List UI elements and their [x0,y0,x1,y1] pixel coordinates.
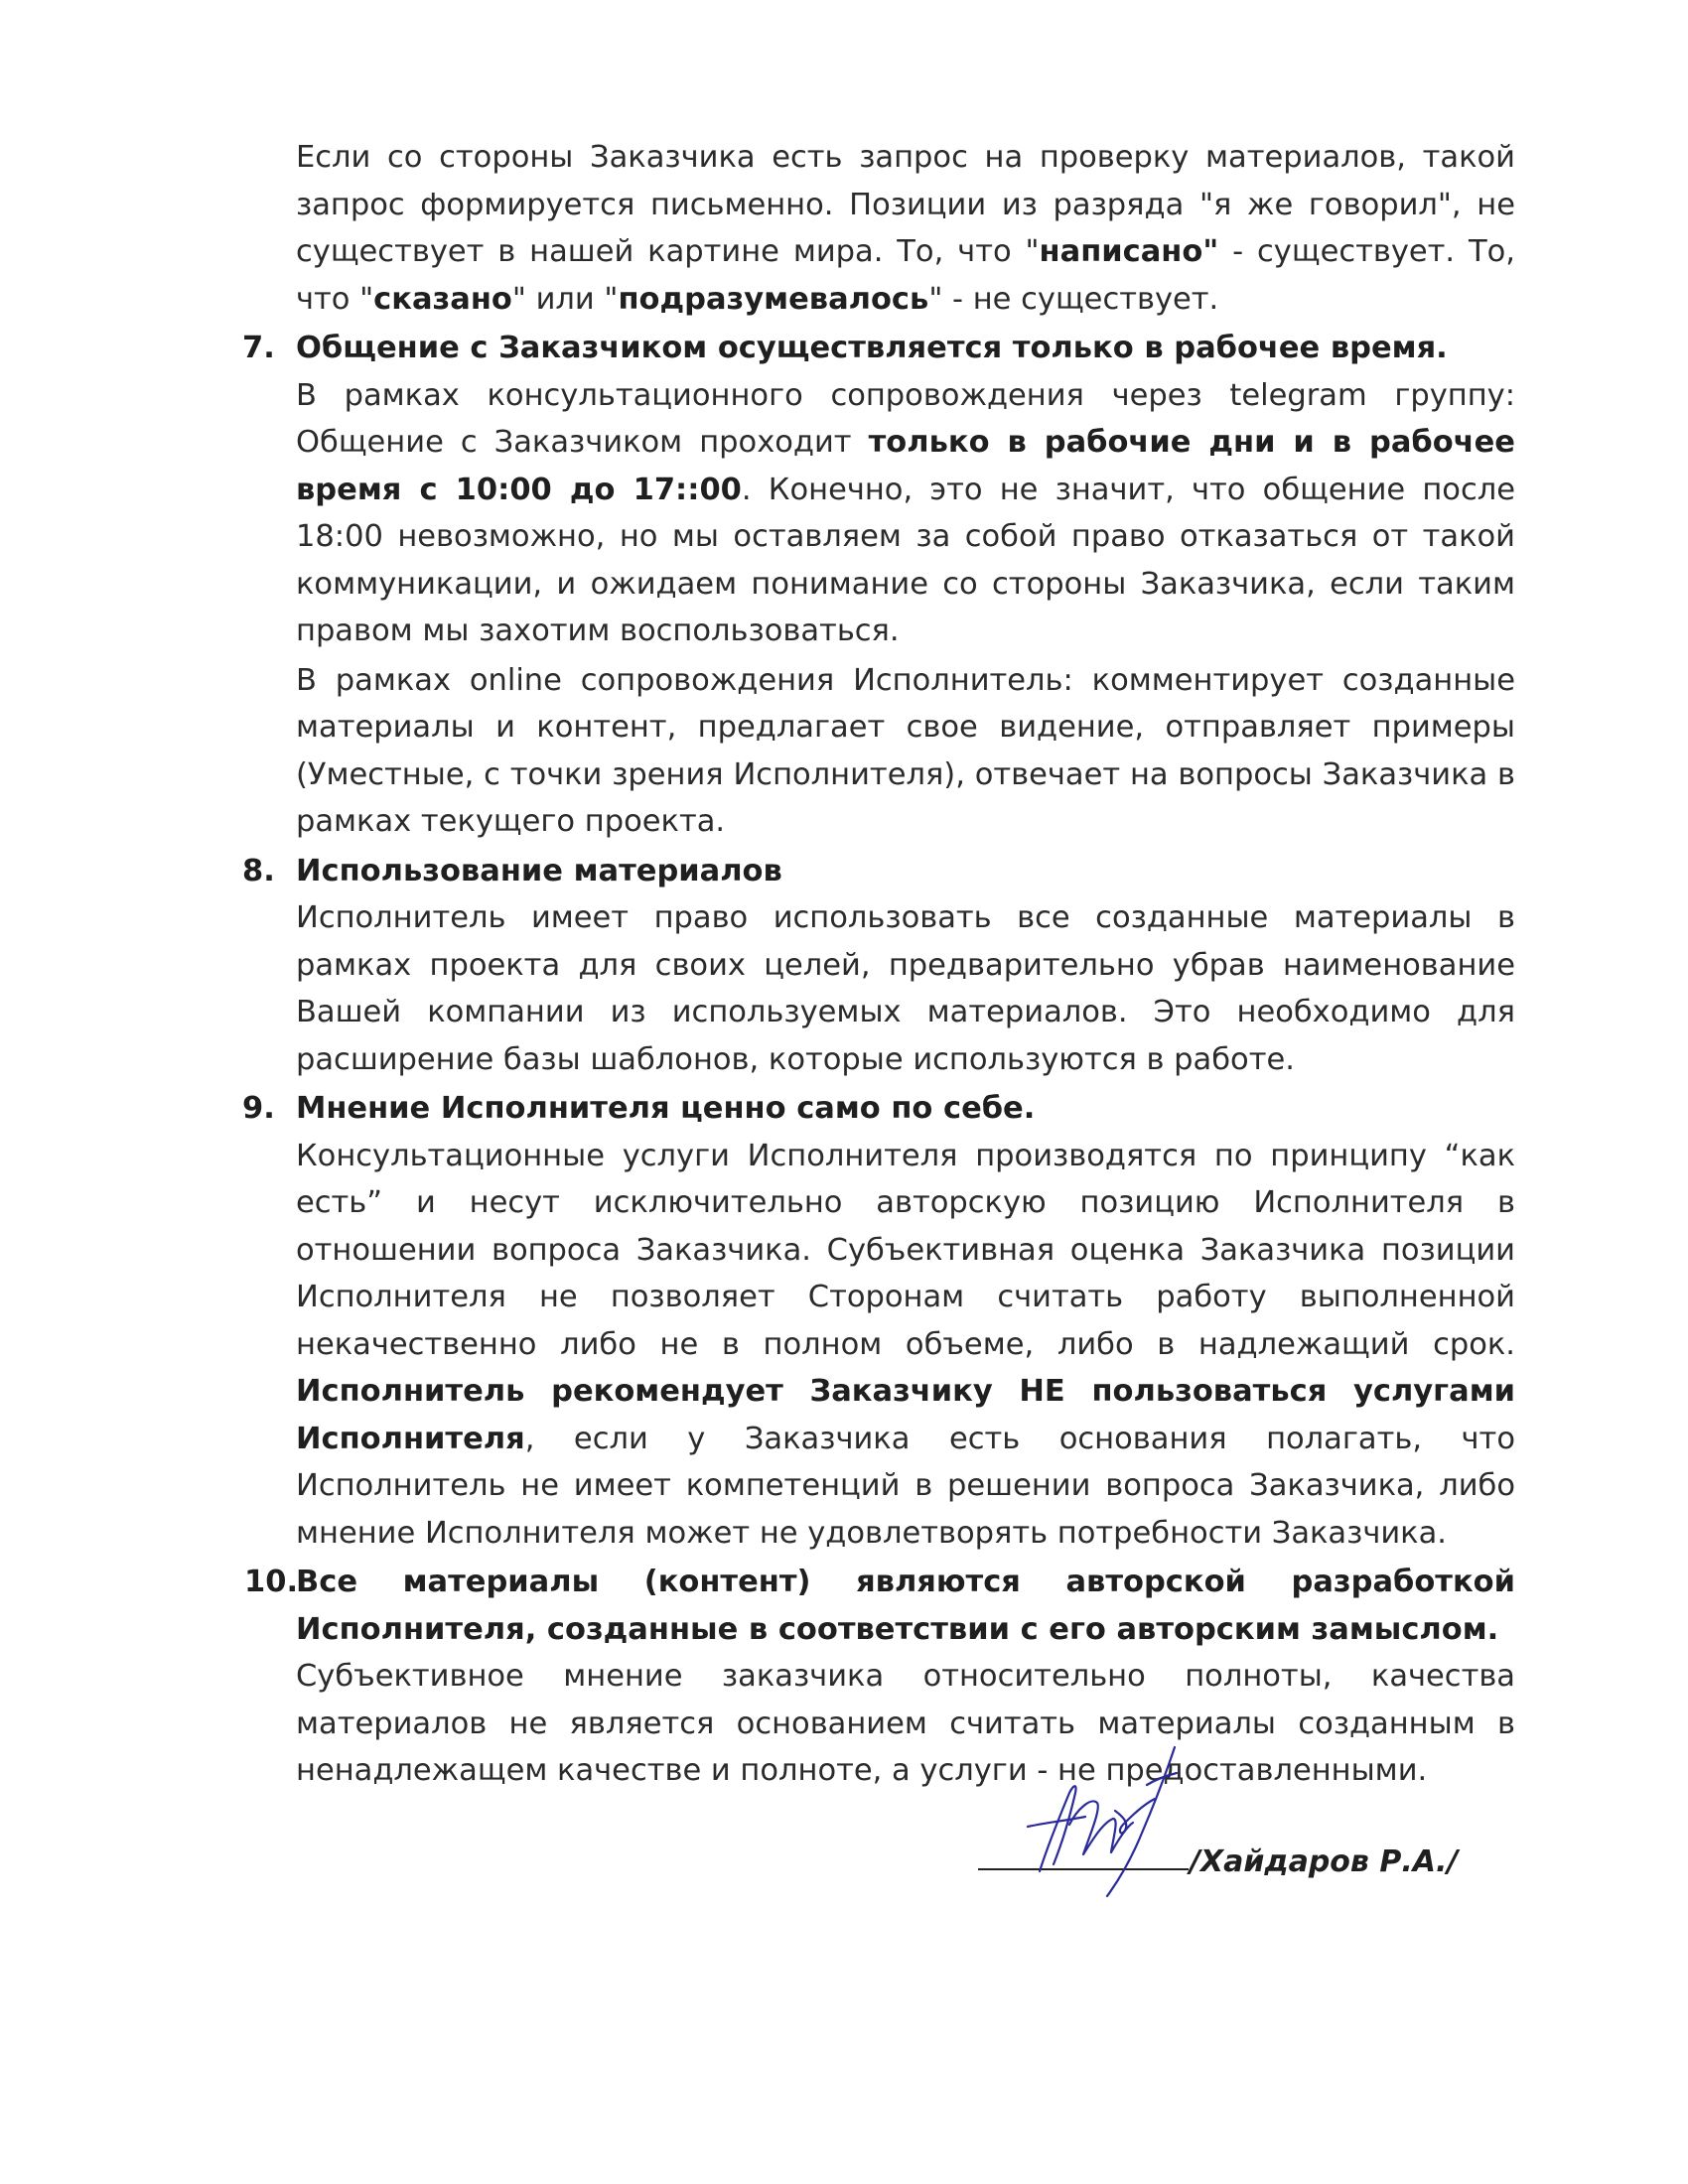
intro-text-2: - существует. То, что " [296,234,1515,317]
item-7-bold-hours: только в рабочие дни и в рабочее время с 10:00 до 17::00 [296,425,1515,507]
item-8-heading [242,848,1515,895]
item-9-heading [242,1085,1515,1133]
intro-text-1: Если со стороны Заказчика есть запрос на проверку материалов, такой запрос формируется письменно. Позиции из разряда "я же говорил", не существует в нашей картине мира. То, что " [296,140,1515,269]
signature-stroke-1 [1040,1786,1076,1871]
intro-paragraph [296,134,1515,323]
item-7-title: Общение с Заказчиком осуществляется только в рабочее время. [296,331,1448,365]
item-10-number: 10. [244,1565,299,1599]
intro-text-4: " - не существует. [928,281,1219,317]
handwritten-signature [998,1727,1196,1906]
item-9-bold-recommendation: Исполнитель рекомендует Заказчику НЕ пользоваться услугами Исполнителя [296,1374,1515,1456]
signature-stroke-5 [1107,1747,1175,1896]
item-9-text-1: Консультационные услуги Исполнителя производятся по принципу “как есть” и несут исключительно авторскую позицию Исполнителя в отношении вопроса Заказчика. Субъективная оценка Заказчика позиции Исполнителя не позволяет Сторонам считать работу выполненной некачественно либо не в полном объеме, либо в надлежащий срок. [296,1138,1515,1362]
item-10-heading [244,1559,1515,1653]
item-8-title: Использование материалов [296,853,782,888]
intro-bold-written: написано" [1039,234,1219,269]
intro-text-3: " или " [511,281,619,317]
item-10-title: Все материалы (контент) являются авторской разработкой Исполнителя, созданные в соответствии с его авторским замыслом. [296,1565,1515,1647]
intro-bold-said: сказано [373,281,512,317]
item-8-paragraph: Исполнитель имеет право использовать все созданные материалы в рамках проекта для своих целей, предварительно убрав наименование Вашей компании из используемых материалов. Это необходимо для расширение базы шаблонов, которые используются в работе. [296,900,1515,1077]
item-7-text-2: . Конечно, это не значит, что общение после 18:00 невозможно, но мы оставляем за собой право отказаться от такой коммуникации, и ожидаем понимание со стороны Заказчика, если таким правом мы захотим воспользоваться. [296,472,1515,648]
item-10-paragraph: Субъективное мнение заказчика относительно полноты, качества материалов не является основанием считать материалы созданным в ненадлежащем качестве и полноте, а услуги - не предоставленными. [296,1659,1515,1788]
signatory-name: /Хайдаров Р.А./ [1190,1844,1459,1879]
item-9-paragraph [296,1133,1515,1558]
item-7-text-1: В рамках консультационного сопровождения через telegram группу: Общение с Заказчиком проходит [296,377,1515,460]
item-7-number: 7. [242,331,275,365]
item-7-paragraph-2: В рамках online сопровождения Исполнитель: комментирует созданные материалы и контент, предлагает свое видение, отправляет примеры (Уместные, с точки зрения Исполнителя), отвечает на вопросы Заказчика в рамках текущего проекта. [296,662,1515,839]
item-9-title: Мнение Исполнителя ценно само по себе. [296,1091,1036,1126]
item-9-number: 9. [242,1091,275,1126]
signature-block [978,1727,1534,1906]
item-8-number: 8. [242,853,275,888]
signature-stroke-3 [1069,1801,1133,1854]
item-7-heading [242,325,1515,372]
item-9-text-2: , если у Заказчика есть основания полагать, что Исполнитель не имеет компетенций в решении вопроса Заказчика, либо мнение Исполнителя может не удовлетворять потребности Заказчика. [296,1421,1515,1551]
intro-bold-implied: подразумевалось [618,281,929,317]
document-body [242,134,1515,1795]
item-7-paragraph-1 [296,372,1515,655]
